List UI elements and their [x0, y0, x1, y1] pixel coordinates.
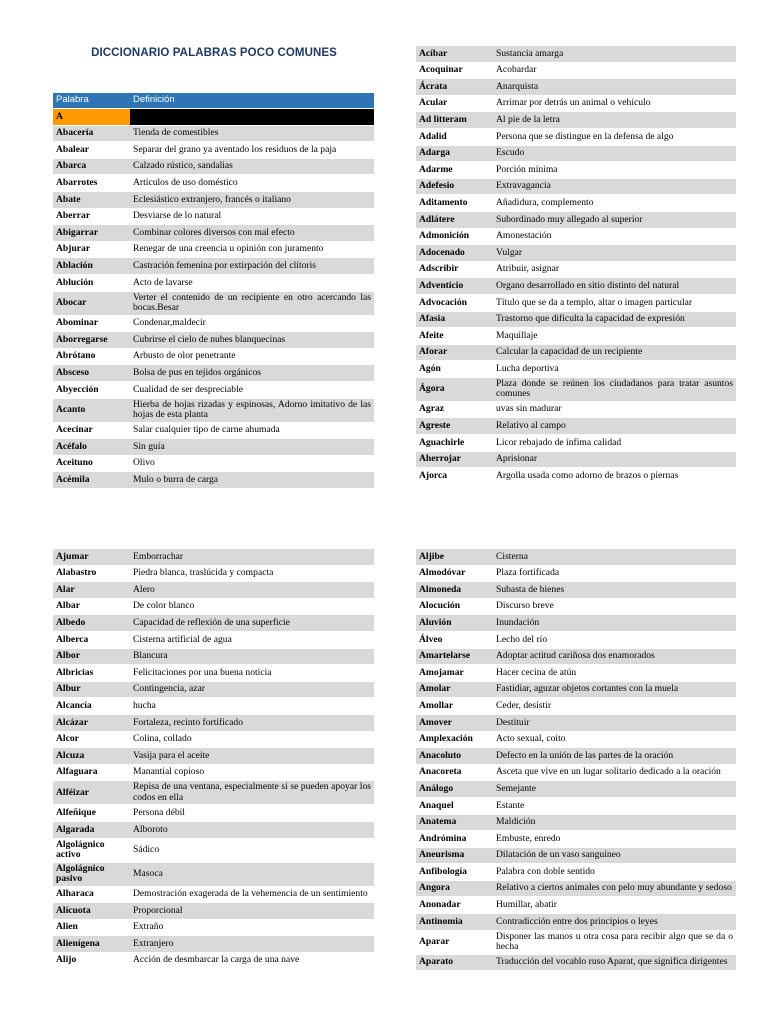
table-row	[53, 125, 374, 142]
table-row	[53, 698, 374, 715]
table-row	[53, 748, 374, 765]
entry-word: Algolágnico pasivo	[53, 862, 130, 886]
entry-definition: Hacer cecina de atún	[493, 665, 736, 682]
entry-definition: Eclesiástico extranjero, francés o italiano	[130, 191, 374, 208]
table-row	[416, 748, 736, 765]
entry-word: Afasia	[416, 311, 493, 328]
table-row	[416, 328, 736, 345]
entry-definition: De color blanco	[130, 598, 374, 615]
entry-definition: Castración femenina por extirpación del clítoris	[130, 258, 374, 275]
entry-definition: Alero	[130, 582, 374, 599]
entry-definition: Contingencia, azar	[130, 681, 374, 698]
entry-word: Alcuza	[53, 748, 130, 765]
table-row	[416, 615, 736, 632]
entry-definition: Renegar de una creencia u opinión con juramento	[130, 241, 374, 258]
entry-word: Alienígena	[53, 936, 130, 953]
table-row	[53, 225, 374, 242]
entry-word: Adventicio	[416, 278, 493, 295]
table-row	[53, 952, 374, 969]
entry-word: Algarada	[53, 821, 130, 838]
entry-word: Alocución	[416, 598, 493, 615]
entry-word: Algolágnico activo	[53, 838, 130, 862]
table-row	[416, 468, 736, 485]
entry-word: Alberca	[53, 631, 130, 648]
entry-word: Albor	[53, 648, 130, 665]
entry-definition: Arbusto de olor penetrante	[130, 348, 374, 365]
entry-definition: Título que se da a templo, altar o imagen particular	[493, 294, 736, 311]
entry-definition: Cubrirse el cielo de nubes blanquecinas	[130, 332, 374, 349]
entry-definition: Extranjero	[130, 936, 374, 953]
entry-definition: Al pie de la letra	[493, 112, 736, 129]
table-row	[53, 714, 374, 731]
table-row	[53, 191, 374, 208]
table-row	[416, 261, 736, 278]
entry-word: Anonadar	[416, 897, 493, 914]
entry-word: Albricias	[53, 665, 130, 682]
entry-word: Adscribir	[416, 261, 493, 278]
entry-definition: Relativo al campo	[493, 418, 736, 435]
table-row	[53, 936, 374, 953]
table-row	[53, 455, 374, 472]
entry-word: Aparato	[416, 954, 493, 971]
entry-word: Alien	[53, 919, 130, 936]
table-row	[53, 348, 374, 365]
entry-word: Alcázar	[53, 714, 130, 731]
table-row	[416, 112, 736, 129]
entry-definition: Semejante	[493, 781, 736, 798]
entry-definition: Traducción del vocablo ruso Aparat, que significa dirigentes	[493, 954, 736, 971]
table-row	[416, 62, 736, 79]
entry-word: Anaquel	[416, 797, 493, 814]
table-row	[416, 401, 736, 418]
entry-word: Ablución	[53, 274, 130, 291]
table-row	[53, 631, 374, 648]
table-row	[53, 582, 374, 599]
entry-definition: Condenar,maldecir	[130, 315, 374, 332]
entry-word: Aguachirle	[416, 435, 493, 452]
entry-word: Alcancía	[53, 698, 130, 715]
entry-word: Adarme	[416, 162, 493, 179]
table-row	[416, 698, 736, 715]
entry-definition: Blancura	[130, 648, 374, 665]
entry-word: Aborregarse	[53, 332, 130, 349]
table-row	[53, 398, 374, 422]
table-row	[416, 914, 736, 931]
entry-definition: Sustancia amarga	[493, 46, 736, 62]
table-row	[53, 315, 374, 332]
table-row	[416, 228, 736, 245]
entry-word: Alfaguara	[53, 764, 130, 781]
entry-definition: Felicitaciones por una buena noticia	[130, 665, 374, 682]
entry-word: Ad litteram	[416, 112, 493, 129]
entry-word: Análogo	[416, 781, 493, 798]
entry-word: Acíbar	[416, 46, 493, 62]
table-row	[53, 381, 374, 398]
entry-definition: Atribuir, asignar	[493, 261, 736, 278]
table-header-row	[53, 93, 374, 109]
entry-definition: Subasta de bienes	[493, 582, 736, 599]
dictionary-table-bottom-right	[416, 549, 736, 971]
entry-word: Anacoreta	[416, 764, 493, 781]
entry-definition: Trastorno que dificulta la capacidad de expresión	[493, 311, 736, 328]
table-row	[53, 158, 374, 175]
entry-word: Alharaca	[53, 886, 130, 903]
table-row	[416, 764, 736, 781]
entry-word: Abigarrar	[53, 225, 130, 242]
entry-definition: Lucha deportiva	[493, 361, 736, 378]
entry-word: Abate	[53, 191, 130, 208]
entry-definition: Persona que se distingue en la defensa de algo	[493, 128, 736, 145]
table-row	[416, 565, 736, 582]
entry-definition: Escudo	[493, 145, 736, 162]
entry-definition: Extraño	[130, 919, 374, 936]
table-row	[416, 435, 736, 452]
table-row	[53, 422, 374, 439]
entry-definition: Acto de lavarse	[130, 274, 374, 291]
entry-definition: hucha	[130, 698, 374, 715]
entry-definition: Estante	[493, 797, 736, 814]
entry-word: Alcor	[53, 731, 130, 748]
table-row	[416, 361, 736, 378]
entry-definition: Acción de desmbarcar la carga de una nave	[130, 952, 374, 969]
entry-definition: Separar del grano ya aventado los residuos de la paja	[130, 142, 374, 159]
entry-definition: Acto sexual, coito	[493, 731, 736, 748]
entry-definition: Asceta que vive en un lugar solitario dedicado a la oración	[493, 764, 736, 781]
table-row	[416, 665, 736, 682]
entry-word: Álveo	[416, 631, 493, 648]
entry-word: Adarga	[416, 145, 493, 162]
table-row	[416, 864, 736, 881]
entry-word: Amover	[416, 714, 493, 731]
entry-word: Acémila	[53, 472, 130, 489]
table-row	[416, 128, 736, 145]
entry-definition: Destituir	[493, 714, 736, 731]
table-row	[53, 781, 374, 805]
table-row	[53, 886, 374, 903]
entry-word: Acoquinar	[416, 62, 493, 79]
entry-word: Acéfalo	[53, 439, 130, 456]
entry-word: Amojamar	[416, 665, 493, 682]
table-row	[416, 631, 736, 648]
table-row	[416, 880, 736, 897]
entry-word: Aneurisma	[416, 847, 493, 864]
entry-word: Aluvión	[416, 615, 493, 632]
table-row	[416, 681, 736, 698]
entry-word: Abocar	[53, 291, 130, 315]
table-row	[53, 903, 374, 920]
entry-word: Abarrotes	[53, 175, 130, 192]
entry-word: Aparar	[416, 930, 493, 954]
entry-definition: Extravagancia	[493, 178, 736, 195]
table-row	[416, 344, 736, 361]
entry-word: Aditamento	[416, 195, 493, 212]
entry-word: Agraz	[416, 401, 493, 418]
entry-word: Abacería	[53, 125, 130, 142]
entry-word: Abrótano	[53, 348, 130, 365]
table-row	[53, 598, 374, 615]
entry-definition: Repisa de una ventana, especialmente si se pueden apoyar los codos en ella	[130, 781, 374, 805]
entry-definition: Desviarse de lo natural	[130, 208, 374, 225]
table-row	[53, 549, 374, 565]
table-row	[416, 549, 736, 565]
table-row	[53, 615, 374, 632]
table-row	[416, 46, 736, 62]
table-row	[53, 565, 374, 582]
table-row	[416, 418, 736, 435]
table-row	[53, 805, 374, 822]
entry-definition: Acobardar	[493, 62, 736, 79]
table-row	[53, 681, 374, 698]
entry-word: Albur	[53, 681, 130, 698]
entry-definition: Sádico	[130, 838, 374, 862]
entry-definition: Alboroto	[130, 821, 374, 838]
entry-word: Abominar	[53, 315, 130, 332]
entry-definition: Vasija para el aceite	[130, 748, 374, 765]
table-row	[53, 274, 374, 291]
table-row	[416, 451, 736, 468]
entry-word: Adlátere	[416, 211, 493, 228]
header-definition: Definición	[130, 93, 374, 109]
entry-definition: Fastidiar, aguzar objetos cortantes con la muela	[493, 681, 736, 698]
table-row	[416, 648, 736, 665]
entry-definition: Emborrachar	[130, 549, 374, 565]
entry-word: Acular	[416, 95, 493, 112]
dictionary-table-top-left	[53, 93, 374, 489]
entry-definition: Disponer las manos u otra cosa para recibir algo que se da o hecha	[493, 930, 736, 954]
table-row	[53, 731, 374, 748]
entry-word: Anfibología	[416, 864, 493, 881]
table-row	[53, 291, 374, 315]
table-row	[53, 862, 374, 886]
entry-definition: Cisterna	[493, 549, 736, 565]
table-row	[416, 377, 736, 401]
entry-definition: Calcular la capacidad de un recipiente	[493, 344, 736, 361]
table-row	[416, 278, 736, 295]
table-row	[53, 838, 374, 862]
entry-word: Amollar	[416, 698, 493, 715]
entry-definition: Plaza fortificada	[493, 565, 736, 582]
entry-definition: Cualidad de ser despreciable	[130, 381, 374, 398]
entry-definition: Relativo a ciertos animales con pelo muy abundante y sedoso	[493, 880, 736, 897]
entry-word: Aherrojar	[416, 451, 493, 468]
entry-word: Anatema	[416, 814, 493, 831]
table-row	[416, 714, 736, 731]
entry-definition: Manantial copioso	[130, 764, 374, 781]
entry-word: Afeite	[416, 328, 493, 345]
entry-word: Ajumar	[53, 549, 130, 565]
entry-definition: Lecho del río	[493, 631, 736, 648]
table-row	[53, 919, 374, 936]
entry-word: Admonición	[416, 228, 493, 245]
table-row	[416, 814, 736, 831]
entry-definition: Piedra blanca, traslúcida y compacta	[130, 565, 374, 582]
table-row	[416, 731, 736, 748]
entry-word: Antinomia	[416, 914, 493, 931]
entry-word: Abarca	[53, 158, 130, 175]
table-row	[416, 897, 736, 914]
entry-definition: Maldición	[493, 814, 736, 831]
entry-definition: Contradicción entre dos principios o leyes	[493, 914, 736, 931]
entry-word: Aberrar	[53, 208, 130, 225]
table-row	[416, 930, 736, 954]
entry-word: Agón	[416, 361, 493, 378]
entry-definition: Añadidura, complemento	[493, 195, 736, 212]
table-row	[416, 162, 736, 179]
entry-word: Aljibe	[416, 549, 493, 565]
entry-word: Absceso	[53, 365, 130, 382]
entry-definition: Cisterna artificial de agua	[130, 631, 374, 648]
entry-definition: Argolla usada como adorno de brazos o piernas	[493, 468, 736, 485]
entry-definition: Organo desarrollado en sitio distinto del natural	[493, 278, 736, 295]
table-row	[416, 245, 736, 262]
entry-definition: Inundación	[493, 615, 736, 632]
table-row	[53, 764, 374, 781]
table-row	[53, 472, 374, 489]
letter-bar	[130, 109, 374, 126]
entry-word: Ágora	[416, 377, 493, 401]
entry-definition: Proporcional	[130, 903, 374, 920]
entry-word: Amartelarse	[416, 648, 493, 665]
entry-definition: Palabra con doble sentido	[493, 864, 736, 881]
entry-word: Aforar	[416, 344, 493, 361]
entry-definition: Porción mínima	[493, 162, 736, 179]
entry-word: Abalear	[53, 142, 130, 159]
table-row	[53, 648, 374, 665]
entry-definition: Vulgar	[493, 245, 736, 262]
entry-definition: Ceder, desistir	[493, 698, 736, 715]
entry-definition: Humillar, abatir	[493, 897, 736, 914]
entry-word: Abyección	[53, 381, 130, 398]
entry-word: Alfeñique	[53, 805, 130, 822]
entry-definition: Licor rebajado de ínfima calidad	[493, 435, 736, 452]
dictionary-table-top-right	[416, 46, 736, 485]
entry-word: Andrómina	[416, 831, 493, 848]
entry-word: Acanto	[53, 398, 130, 422]
entry-definition: Fortaleza, recinto fortificado	[130, 714, 374, 731]
entry-word: Alar	[53, 582, 130, 599]
entry-word: Amplexación	[416, 731, 493, 748]
entry-word: Alijo	[53, 952, 130, 969]
entry-definition: Hierba de hojas rizadas y espinosas, Adorno imitativo de las hojas de esta planta	[130, 398, 374, 422]
entry-word: Ácrata	[416, 79, 493, 96]
entry-definition: Bolsa de pus en tejidos orgánicos	[130, 365, 374, 382]
table-row	[53, 258, 374, 275]
entry-definition: Maquillaje	[493, 328, 736, 345]
entry-word: Abjurar	[53, 241, 130, 258]
entry-definition: Combinar colores diversos con mal efecto	[130, 225, 374, 242]
entry-definition: Embuste, enredo	[493, 831, 736, 848]
entry-word: Almoneda	[416, 582, 493, 599]
entry-definition: Anarquista	[493, 79, 736, 96]
entry-definition: Verter el contenido de un recipiente en otro acercando las bocas.Besar	[130, 291, 374, 315]
entry-word: Almodóvar	[416, 565, 493, 582]
table-row	[416, 847, 736, 864]
document-title: DICCIONARIO PALABRAS POCO COMUNES	[91, 47, 337, 59]
entry-word: Alabastro	[53, 565, 130, 582]
table-row	[416, 781, 736, 798]
entry-word: Ablación	[53, 258, 130, 275]
table-row	[416, 145, 736, 162]
table-row	[53, 241, 374, 258]
entry-definition: Calzado rústico, sandalias	[130, 158, 374, 175]
table-row	[53, 821, 374, 838]
entry-definition: Colina, collado	[130, 731, 374, 748]
table-row	[53, 332, 374, 349]
entry-word: Amolar	[416, 681, 493, 698]
entry-word: Alícuota	[53, 903, 130, 920]
table-row	[416, 195, 736, 212]
entry-definition: Mulo o burra de carga	[130, 472, 374, 489]
table-row	[416, 178, 736, 195]
dictionary-table-bottom-left	[53, 549, 374, 969]
entry-definition: Subordinado muy allegado al superior	[493, 211, 736, 228]
table-row	[53, 365, 374, 382]
entry-definition: Sin guía	[130, 439, 374, 456]
table-row	[416, 211, 736, 228]
entry-word: Albar	[53, 598, 130, 615]
entry-definition: Plaza donde se reúnen los ciudadanos para tratar asuntos comunes	[493, 377, 736, 401]
table-row	[416, 311, 736, 328]
entry-word: Adefesio	[416, 178, 493, 195]
entry-definition: Tienda de comestibles	[130, 125, 374, 142]
entry-definition: Amonestación	[493, 228, 736, 245]
table-row	[416, 831, 736, 848]
entry-word: Adalid	[416, 128, 493, 145]
letter-row	[53, 109, 374, 126]
entry-definition: Persona débil	[130, 805, 374, 822]
entry-word: Aceituno	[53, 455, 130, 472]
entry-definition: Salar cualquier tipo de carne ahumada	[130, 422, 374, 439]
entry-word: Agreste	[416, 418, 493, 435]
entry-word: Alféizar	[53, 781, 130, 805]
entry-word: Ajorca	[416, 468, 493, 485]
entry-definition: Arrimar por detrás un animal o vehículo	[493, 95, 736, 112]
entry-definition: Olivo	[130, 455, 374, 472]
table-row	[53, 175, 374, 192]
table-row	[416, 294, 736, 311]
table-row	[416, 79, 736, 96]
entry-definition: Adoptar actitud cariñosa dos enamorados	[493, 648, 736, 665]
entry-definition: Artículos de uso doméstico	[130, 175, 374, 192]
table-row	[53, 665, 374, 682]
table-row	[53, 208, 374, 225]
entry-word: Angora	[416, 880, 493, 897]
entry-definition: Discurso breve	[493, 598, 736, 615]
entry-definition: Masoca	[130, 862, 374, 886]
entry-word: Acecinar	[53, 422, 130, 439]
entry-word: Advocación	[416, 294, 493, 311]
entry-definition: Capacidad de reflexión de una superficie	[130, 615, 374, 632]
entry-definition: Aprisionar	[493, 451, 736, 468]
table-row	[53, 439, 374, 456]
entry-word: Albedo	[53, 615, 130, 632]
entry-word: Adocenado	[416, 245, 493, 262]
entry-word: Anacoluto	[416, 748, 493, 765]
letter-label: A	[53, 109, 130, 126]
table-row	[416, 954, 736, 971]
table-row	[416, 797, 736, 814]
table-row	[53, 142, 374, 159]
entry-definition: uvas sin madurar	[493, 401, 736, 418]
table-row	[416, 95, 736, 112]
entry-definition: Demostración exagerada de la vehemencia de un sentimiento	[130, 886, 374, 903]
entry-definition: Defecto en la unión de las partes de la oración	[493, 748, 736, 765]
table-row	[416, 598, 736, 615]
entry-definition: Dilatación de un vaso sanguíneo	[493, 847, 736, 864]
header-word: Palabra	[53, 93, 130, 109]
table-row	[416, 582, 736, 599]
